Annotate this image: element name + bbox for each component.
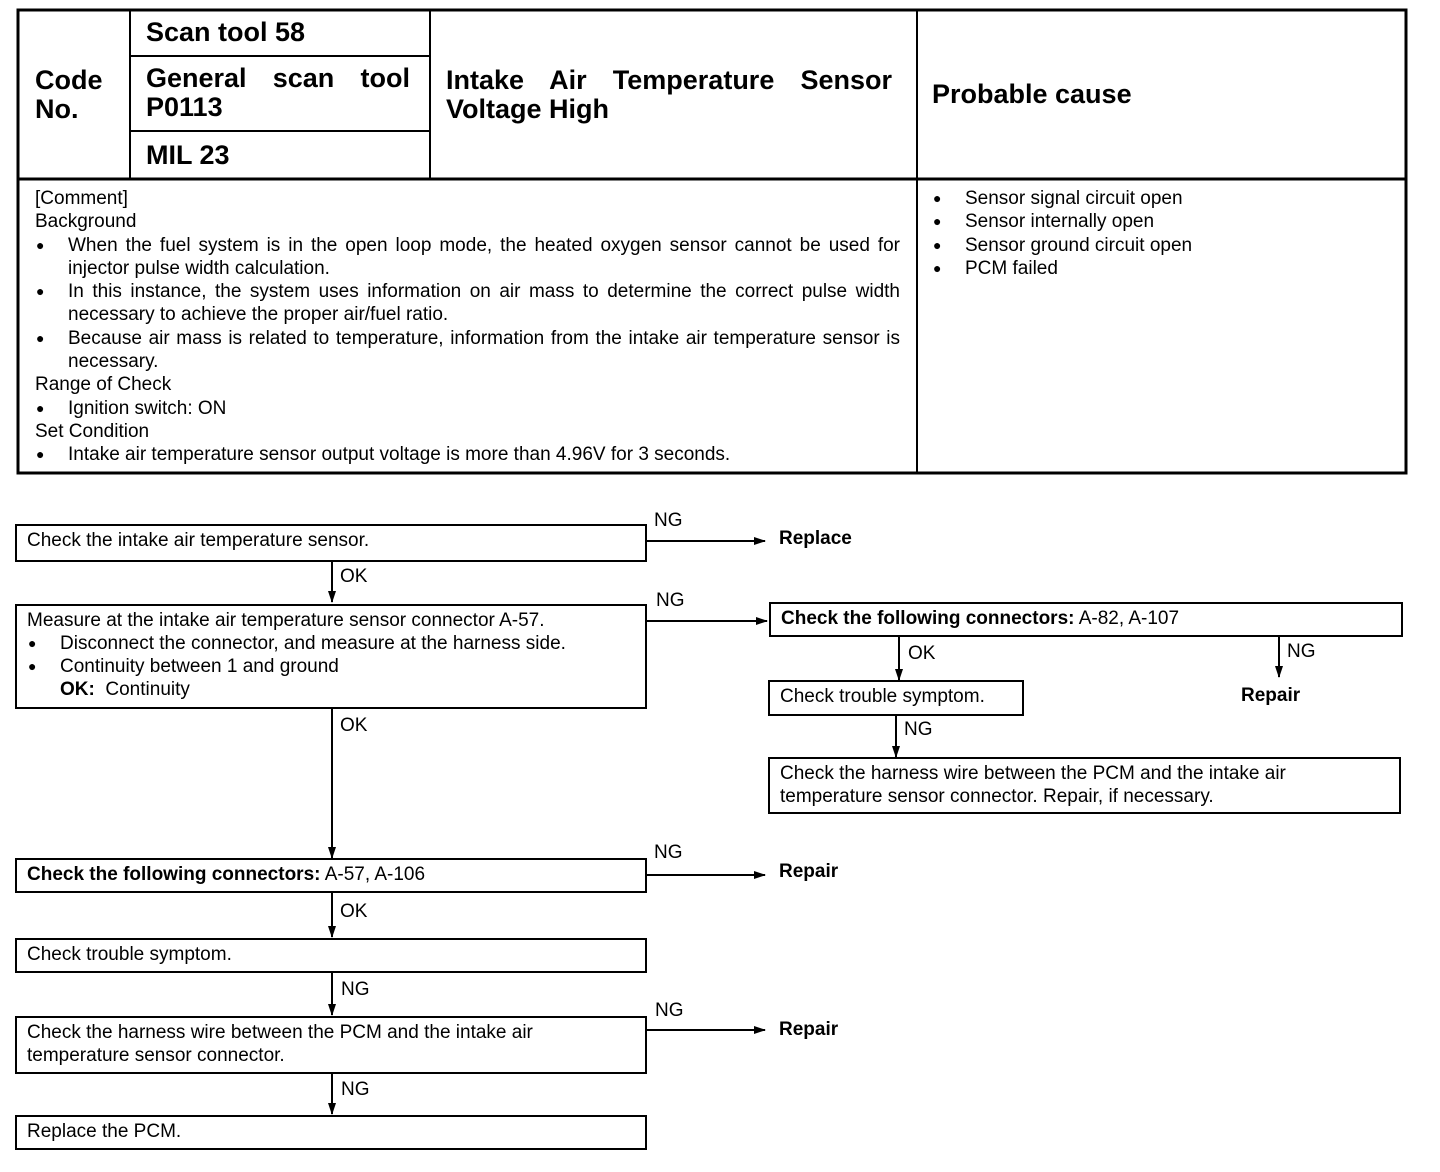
probable-cause-item: ● PCM failed [932, 257, 1392, 280]
code-no-header: Code No. [35, 65, 103, 124]
branch-check-connectors [769, 602, 1403, 637]
branch-check-harness: Check the harness wire between the PCM and the intake air temperature sensor connector. Repair, if necessary. [768, 757, 1401, 814]
background-item: ● In this instance, the system uses information on air mass to determine the correct pulse width necessary to achieve the proper air/fuel ratio. [35, 280, 900, 327]
ng-label: NG [1287, 641, 1316, 662]
step3-connectors-value: A-57, A-106 [324, 864, 426, 885]
branch-check-connectors-value: A-82, A-107 [1078, 608, 1180, 629]
ng-label: NG [341, 979, 370, 1000]
action-step3-repair: Repair [779, 861, 839, 882]
measure-ok-value: Continuity [105, 679, 190, 700]
ok-label: OK [340, 901, 368, 922]
measure-title: Measure at the intake air temperature sensor connector A-57. [27, 610, 545, 631]
measure-ok-label: OK: [60, 679, 95, 700]
ng-label: NG [656, 590, 685, 611]
probable-cause-item: ● Sensor internally open [932, 210, 1392, 233]
set-item: ● Intake air temperature sensor output voltage is more than 4.96V for 3 seconds. [35, 443, 900, 466]
comment-label: [Comment] [35, 188, 128, 209]
ng-label: NG [654, 842, 683, 863]
dtc-title: Intake Air Temperature Sensor Voltage High [446, 65, 892, 124]
measure-ok-criteria [27, 678, 635, 701]
ng-label: NG [904, 719, 933, 740]
probable-cause-heading: Probable cause [932, 79, 1132, 109]
branch-check-bold: Check the following connectors: [781, 608, 1075, 629]
step-check-trouble: Check trouble symptom. [15, 938, 647, 973]
step3-bold: Check the following connectors: [27, 864, 321, 885]
background-item: ● Because air mass is related to temperature, information from the intake air temperature sensor is necessary. [35, 327, 900, 374]
probable-cause-item: ● Sensor ground circuit open [932, 234, 1392, 257]
range-of-check-label: Range of Check [35, 374, 172, 396]
background-item: ● When the fuel system is in the open loop mode, the heated oxygen sensor cannot be used for injector pulse width calculation. [35, 234, 900, 281]
general-scan-tool-code: General scan tool P0113 [146, 63, 410, 122]
scan-tool-code: Scan tool 58 [146, 17, 306, 47]
probable-cause-item: ● Sensor signal circuit open [932, 187, 1392, 210]
action-step5-repair: Repair [779, 1019, 839, 1040]
step-check-connectors [15, 858, 647, 893]
branch-check-trouble: Check trouble symptom. [768, 680, 1024, 716]
set-condition-label: Set Condition [35, 420, 150, 442]
step-replace-pcm: Replace the PCM. [15, 1115, 647, 1150]
ng-label: NG [655, 1000, 684, 1021]
measure-item: ● Continuity between 1 and ground [27, 655, 635, 678]
ok-label: OK [340, 566, 368, 587]
ng-label: NG [654, 510, 683, 531]
background-label: Background [35, 211, 137, 233]
step-check-harness: Check the harness wire between the PCM and the intake air temperature sensor connector. [15, 1016, 647, 1074]
ok-label: OK [340, 715, 368, 736]
range-item: ● Ignition switch: ON [35, 397, 900, 420]
mil-code: MIL 23 [146, 140, 230, 170]
ng-label: NG [341, 1079, 370, 1100]
action-replace: Replace [779, 528, 852, 549]
step-check-sensor: Check the intake air temperature sensor. [15, 524, 647, 562]
action-branch-repair: Repair [1241, 685, 1301, 706]
step-measure-connector [15, 604, 647, 709]
measure-item: ● Disconnect the connector, and measure at the harness side. [27, 632, 635, 655]
ok-label: OK [908, 643, 936, 664]
